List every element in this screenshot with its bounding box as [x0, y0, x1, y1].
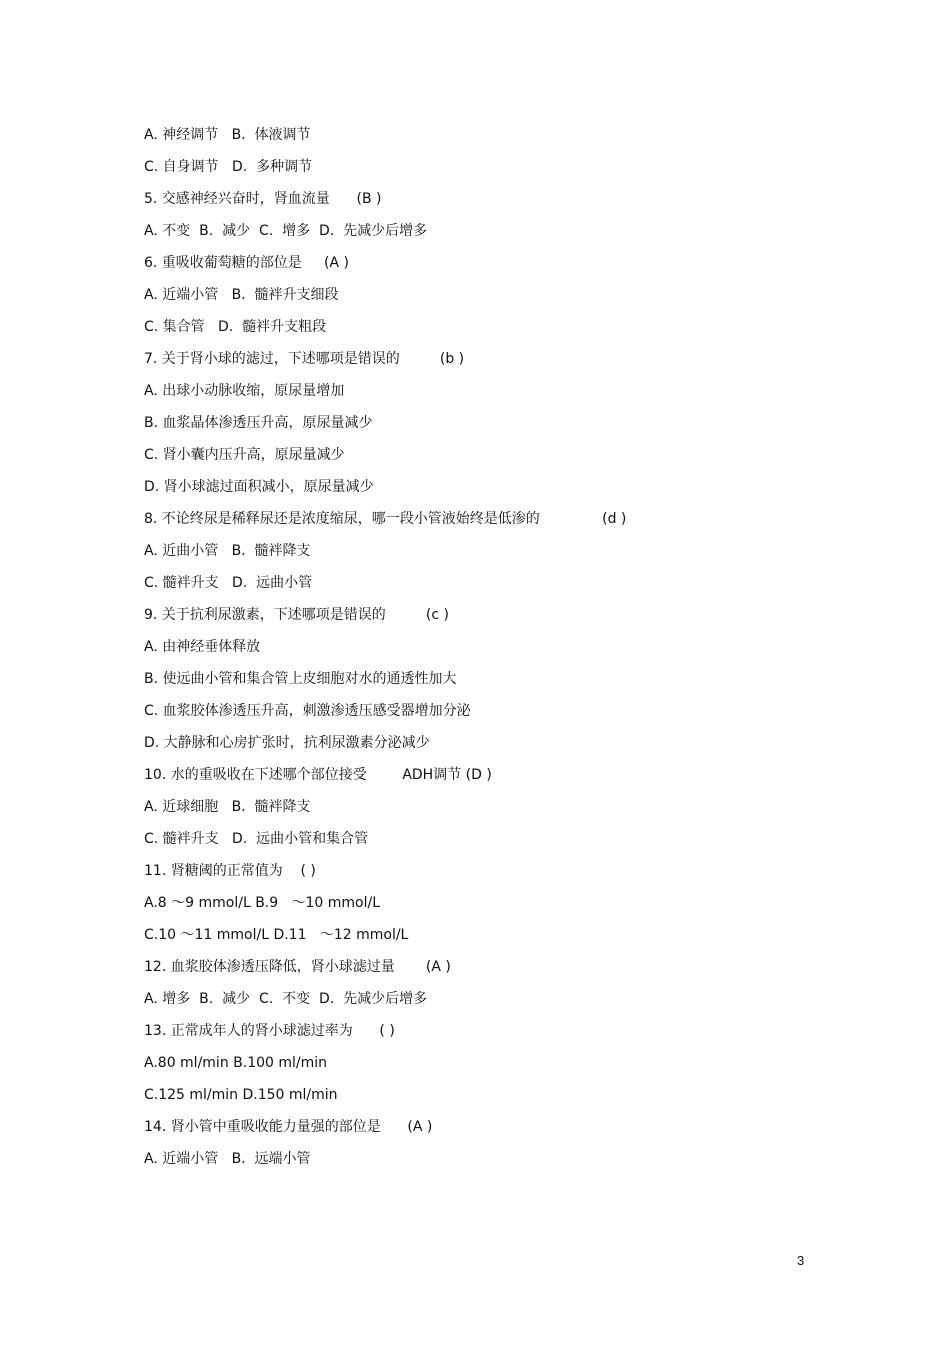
text-line: B. 使远曲小管和集合管上皮细胞对水的通透性加大	[144, 671, 457, 687]
question-line: 8. 不论终尿是稀释尿还是浓度缩尿，哪一段小管液始终是低渗的 (d )	[144, 511, 627, 527]
question-line: 5. 交感神经兴奋时，肾血流量 (B )	[144, 191, 382, 207]
question-line: 9. 关于抗利尿激素，下述哪项是错误的 (c )	[144, 607, 449, 623]
question-line: 12. 血浆胶体渗透压降低，肾小球滤过量 (A )	[144, 959, 451, 975]
text-line: A. 近端小管 B. 髓袢升支细段	[144, 287, 339, 303]
text-line: A.80 ml/min B.100 ml/min	[144, 1055, 328, 1071]
text-line: C. 髓袢升支 D. 远曲小管和集合管	[144, 831, 369, 847]
text-line: C.10 ～11 mmol/L D.11 ～12 mmol/L	[144, 927, 409, 943]
text-line: A. 近球细胞 B. 髓袢降支	[144, 799, 311, 815]
text-line: C. 血浆胶体渗透压升高，刺激渗透压感受器增加分泌	[144, 703, 471, 719]
text-line: C. 自身调节 D. 多种调节	[144, 159, 313, 175]
question-line: 11. 肾糖阈的正常值为 ( )	[144, 863, 316, 879]
question-line: 10. 水的重吸收在下述哪个部位接受 ADH调节 (D )	[144, 767, 492, 783]
text-line: A. 不变 B. 减少 C. 增多 D. 先减少后增多	[144, 223, 428, 239]
question-line: 6. 重吸收葡萄糖的部位是 (A )	[144, 255, 350, 271]
text-line: C.125 ml/min D.150 ml/min	[144, 1087, 338, 1103]
text-line: D. 大静脉和心房扩张时，抗利尿激素分泌减少	[144, 735, 430, 751]
page-number: 3	[797, 1253, 805, 1268]
text-line: D. 肾小球滤过面积减小，原尿量减少	[144, 479, 374, 495]
text-line: C. 集合管 D. 髓袢升支粗段	[144, 319, 327, 335]
text-line: A.8 ～9 mmol/L B.9 ～10 mmol/L	[144, 895, 381, 911]
text-line: A. 近曲小管 B. 髓袢降支	[144, 543, 311, 559]
question-line: 13. 正常成年人的肾小球滤过率为 ( )	[144, 1023, 395, 1039]
question-line: 7. 关于肾小球的滤过，下述哪项是错误的 (b )	[144, 351, 465, 367]
text-line: B. 血浆晶体渗透压升高，原尿量减少	[144, 415, 373, 431]
text-line: A. 神经调节 B. 体液调节	[144, 127, 311, 143]
text-line: C. 髓袢升支 D. 远曲小管	[144, 575, 313, 591]
question-line: 14. 肾小管中重吸收能力量强的部位是 (A )	[144, 1119, 433, 1135]
text-line: A. 出球小动脉收缩，原尿量增加	[144, 383, 345, 399]
text-line: C. 肾小囊内压升高，原尿量减少	[144, 447, 345, 463]
text-line: A. 增多 B. 减少 C. 不变 D. 先减少后增多	[144, 991, 428, 1007]
text-line: A. 近端小管 B. 远端小管	[144, 1151, 311, 1167]
text-line: A. 由神经垂体释放	[144, 639, 261, 655]
